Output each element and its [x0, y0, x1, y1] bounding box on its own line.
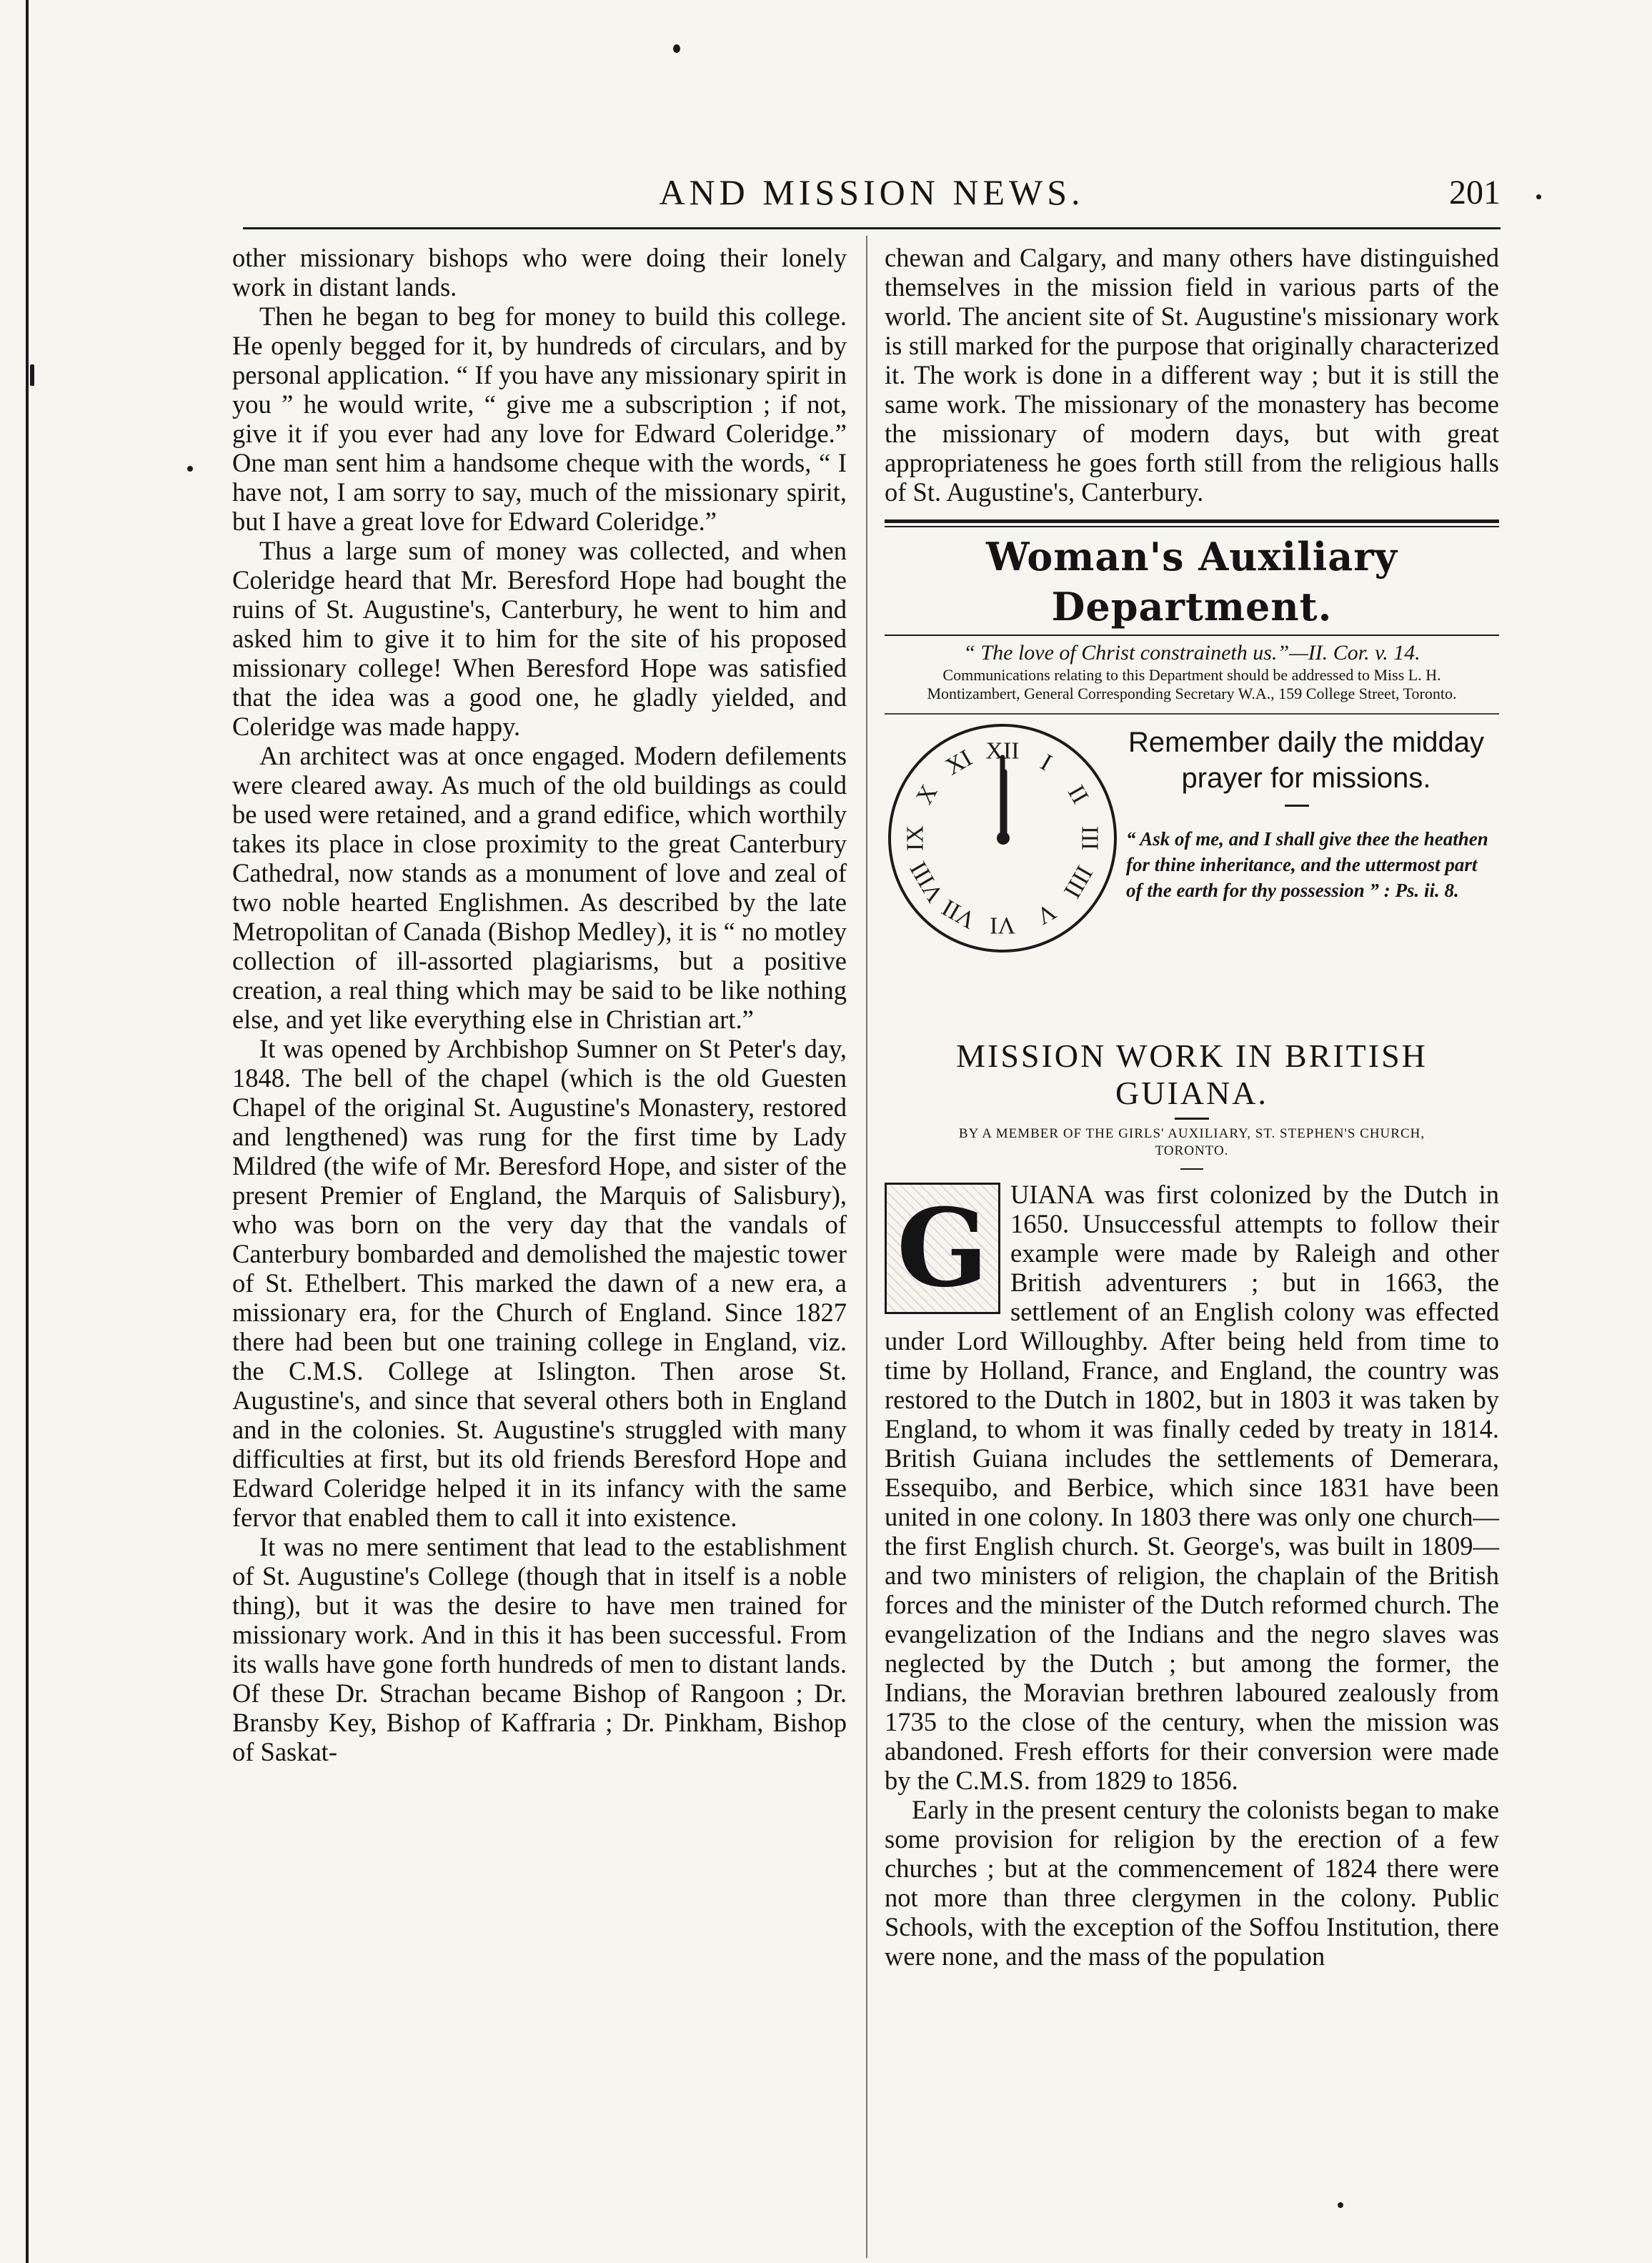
running-title: AND MISSION NEWS.: [659, 172, 1085, 212]
article-title: MISSION WORK IN BRITISH GUIANA.: [956, 1038, 1428, 1111]
ink-speck: [1536, 194, 1541, 199]
paragraph: It was opened by Archbishop Sumner on St Peter's day, 1848. The bell of the chapel (which is the old Guesten Chapel of the original St. Augustine's Monastery, restored and lengthened) was rung for the first time by Lady Mildred (the wife of Mr. Beresford Hope, and sister of the present Premier of England, the Marquis of Salisbury), who was born on the very day that the vandals of Canterbury bombarded and demolished the majestic tower of St. Ethelbert. This marked the dawn of a new era, a missionary era, for the Church of England. Since 1827 there had been but one training college in England, viz. the C.M.S. College at Islington. Then arose St. Augustine's, and since that several others both in England and in the colonies. St. Augustine's struggled with many difficulties at first, but its old friends Beresford Hope and Edward Coleridge helped it in its infancy with the same fervor that enabled them to call it into existence.: [232, 1034, 847, 1532]
clock-numeral: XII: [985, 737, 1020, 765]
ink-speck: [187, 466, 193, 472]
left-column: [232, 243, 847, 1766]
clock-numeral: XI: [941, 745, 977, 781]
paragraph: other missionary bishops who were doing their lonely work in distant lands.: [232, 243, 847, 302]
correspondence-note: Communications relating to this Department should be addressed to Miss L. H. Montizambert, General Corresponding Secretary W.A., 159 College Street, Toronto.: [927, 666, 1457, 702]
section-end-rule: [885, 713, 1499, 715]
scripture-quote: “ Ask of me, and I shall give thee the heathen for thine inheritance, and the uttermost part of the earth for thy possession ” : Ps. ii. 8.: [1126, 828, 1488, 901]
ink-speck: [30, 364, 34, 386]
title-dash: [1175, 1118, 1209, 1120]
section-rule: [885, 526, 1499, 527]
clock-numeral: VII: [937, 893, 980, 934]
clock-icon: [885, 720, 1120, 956]
clock-numeral: II: [1062, 780, 1094, 809]
section-rule: [885, 519, 1499, 523]
paragraph: An architect was at once engaged. Modern defilements were cleared away. As much of the old buildings as could be used were retained, and a grand edifice, which worthily takes its place in close proximity to the great Canterbury Cathedral, now stands as a monument of love and zeal of two noble hearted Englishmen. As described by the late Metropolitan of Canada (Bishop Medley), it is “ no motley collection of ill-assorted plagiarisms, but a positive creation, a real thing which may be said to be like nothing else, and yet like everything else in Christian art.”: [232, 741, 847, 1034]
clock-numeral: IIII: [1058, 861, 1098, 902]
clock-numeral: X: [911, 780, 943, 809]
prayer-reminder: [885, 720, 1499, 1028]
paragraph-text: UIANA was first colonized by the Dutch in 1650. Unsuccessful attempts to follow their example were made by Raleigh and other British adventurers ; but in 1663, the settlement of an English colony was effected under Lord Willoughby. After being held from time to time by Holland, France, and England, the country was restored to the Dutch in 1802, but in 1803 it was taken by England, to whom it was finally ceded by treaty in 1814. British Guiana includes the settlements of Demerara, Essequibo, and Berbice, which since 1831 have been united in one colony. In 1803 there was only one church—the first English church. St. George's, was built in 1809—and two ministers of religion, the chaplain of the British forces and the minister of the Dutch reformed church. The evangelization of the Indians and the negro slaves was neglected by the Dutch ; but among the former, the Indians, the Moravian brethren laboured zealously from 1735 to the close of the century, when the mission was abandoned. Fresh efforts for their conversion were made by the C.M.S. from 1829 to 1856.: [885, 1180, 1499, 1795]
paragraph: [885, 1180, 1499, 1795]
paragraph: It was no mere sentiment that lead to the establishment of St. Augustine's College (though that in itself is a noble thing), but it was the desire to have men trained for missionary work. And in this it has been successful. From its walls have gone forth hundreds of men to distant lands. Of these Dr. Strachan became Bishop of Rangoon ; Dr. Bransby Key, Bishop of Kaffraria ; Dr. Pinkham, Bishop of Saskat-: [232, 1532, 847, 1766]
clock-numeral: VIII: [905, 857, 949, 907]
page-header: [243, 171, 1501, 222]
clock-numeral: III: [1076, 826, 1103, 850]
clock-numeral: IX: [902, 825, 929, 851]
prayer-reminder-text: Remember daily the midday prayer for missions.: [1128, 727, 1484, 794]
clock-numeral: I: [1035, 749, 1057, 777]
prayer-dash: [1285, 805, 1309, 807]
header-rule: [243, 227, 1501, 229]
paragraph: Then he began to beg for money to build this college. He openly begged for it, by hundreds of circulars, and by personal application. “ If you have any missionary spirit in you ” he would write, “ give me a subscription ; if not, give it if you ever had any love for Edward Coleridge.” One man sent him a handsome cheque with the words, “ I have not, I am sorry to say, much of the missionary spirit, but I have a great love for Edward Coleridge.”: [232, 302, 847, 536]
section-motto: “ The love of Christ constraineth us.”—II. Cor. v. 14.: [963, 641, 1420, 665]
womans-auxiliary-section: [885, 519, 1499, 715]
drop-cap: G: [885, 1183, 1000, 1314]
page-number: 201: [1449, 174, 1501, 212]
section-heading: Woman's Auxiliary Department.: [985, 534, 1398, 630]
clock-numeral: VI: [990, 912, 1015, 939]
ink-speck: [1338, 2202, 1343, 2208]
article-byline: BY A MEMBER OF THE GIRLS' AUXILIARY, ST. STEPHEN'S CHURCH, TORONTO.: [958, 1126, 1425, 1158]
paragraph: chewan and Calgary, and many others have distinguished themselves in the mission field in various parts of the world. The ancient site of St. Augustine's missionary work is still marked for the purpose that originally characterized it. The work is done in a different way ; but it is still the same work. The missionary of the monastery has become the missionary of modern days, but with great appropriateness he goes forth still from the religious halls of St. Augustine's, Canterbury.: [885, 243, 1499, 507]
byline-dash: [1180, 1168, 1203, 1170]
column-divider: [866, 236, 867, 2258]
margin-rule: [26, 0, 29, 2263]
right-column: [885, 243, 1499, 1971]
heading-rule: [885, 635, 1499, 636]
clock-numeral: V: [1032, 897, 1060, 930]
ink-speck: [673, 44, 680, 53]
paragraph: Early in the present century the colonists began to make some provision for religion by the erection of a few churches ; but at the commencement of 1824 there were not more than three clergymen in the colony. Public Schools, with the exception of the Soffou Institution, there were none, and the mass of the population: [885, 1795, 1499, 1971]
paragraph: Thus a large sum of money was collected, and when Coleridge heard that Mr. Beresford Hope had bought the ruins of St. Augustine's, Canterbury, he went to him and asked him to give it to him for the site of his proposed missionary college! When Beresford Hope was satisfied that the idea was a good one, he gladly yielded, and Coleridge was made happy.: [232, 536, 847, 741]
